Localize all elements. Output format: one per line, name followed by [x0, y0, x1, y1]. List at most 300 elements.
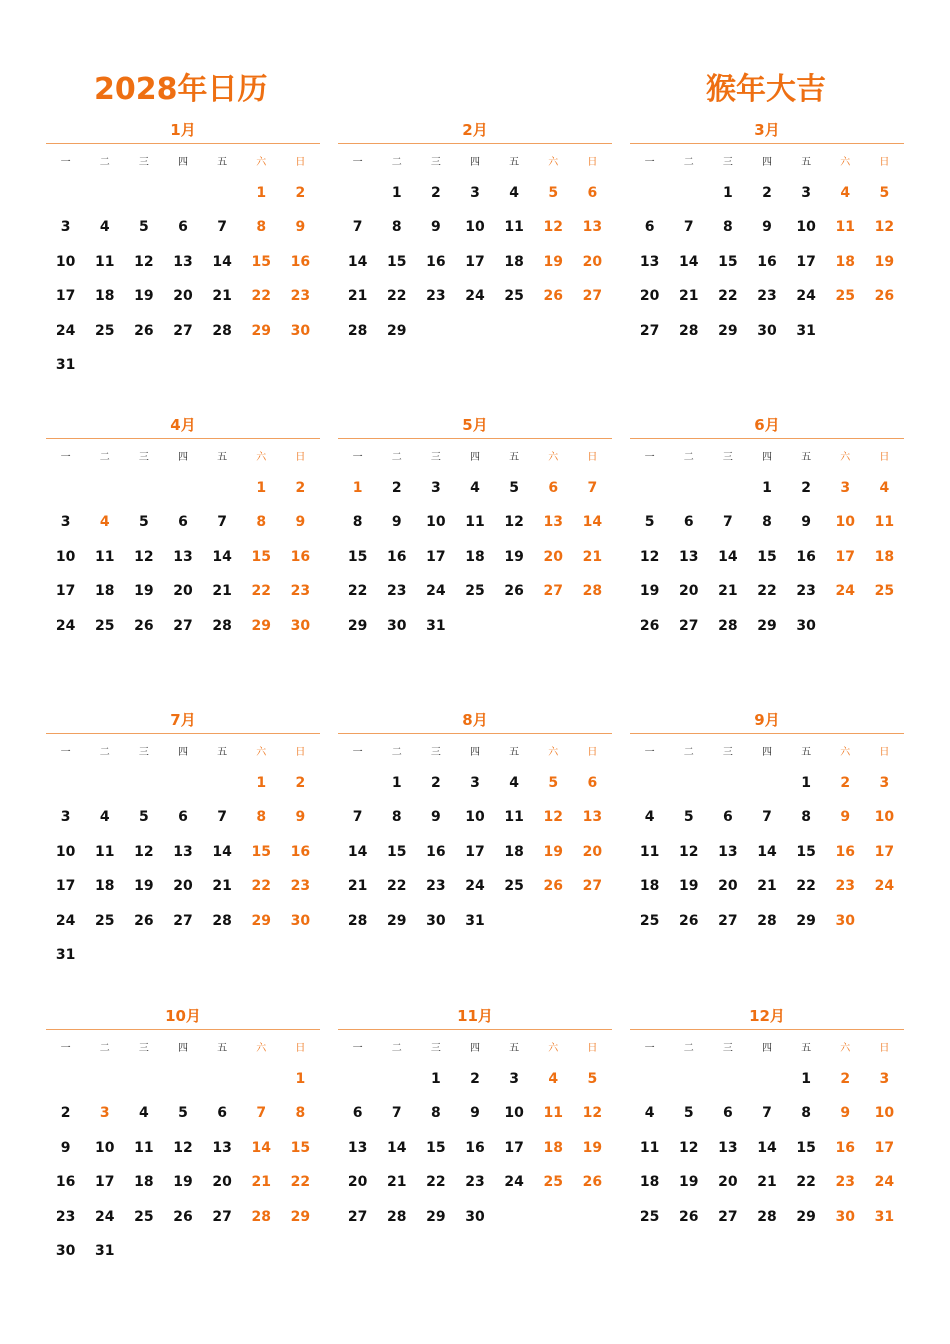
day-cell: 5 [509, 480, 519, 496]
day-cell: 16 [426, 253, 446, 270]
day-cell: 10 [465, 219, 485, 236]
day-cell: 8 [352, 514, 363, 531]
day-cell: 3 [470, 775, 480, 791]
day-cell: 19 [134, 288, 154, 305]
day-cell: 4 [470, 480, 480, 496]
day-cell: 18 [94, 878, 115, 895]
day-cell: 30 [426, 912, 446, 929]
day-cell: 20 [582, 253, 603, 270]
weekday-label: 五 [217, 156, 228, 168]
day-cell: 18 [874, 548, 895, 565]
day-cell: 11 [639, 1139, 660, 1156]
day-cell: 1 [295, 1071, 306, 1087]
day-cell: 23 [835, 1174, 856, 1191]
day-cell: 26 [543, 878, 564, 895]
weekday-label: 日 [587, 746, 598, 758]
day-cell: 24 [874, 1174, 895, 1191]
day-cell: 27 [212, 1208, 232, 1225]
weekday-label: 二 [391, 156, 402, 168]
day-cell: 15 [757, 548, 777, 565]
day-cell: 25 [835, 288, 856, 305]
day-cell: 12 [504, 514, 524, 531]
day-cell: 21 [678, 288, 699, 305]
day-cell: 5 [548, 775, 559, 791]
day-cell: 25 [94, 322, 115, 339]
month-block [630, 412, 904, 643]
day-cell: 1 [801, 1071, 811, 1087]
weekday-label: 四 [177, 156, 188, 168]
day-cell: 3 [430, 480, 441, 496]
day-cell: 16 [290, 548, 311, 565]
day-cell: 11 [94, 548, 115, 565]
day-cell: 29 [718, 322, 738, 339]
month-block [630, 1003, 904, 1234]
day-cell: 25 [639, 1208, 660, 1225]
day-cell: 29 [251, 322, 272, 339]
month-name: 3月 [754, 121, 780, 139]
weekday-label: 六 [548, 1042, 559, 1054]
day-cell: 31 [874, 1208, 895, 1225]
day-cell: 8 [256, 809, 267, 826]
weekday-label: 五 [509, 746, 520, 758]
day-cell: 14 [718, 548, 738, 565]
day-cell: 20 [582, 843, 603, 860]
day-cell: 22 [796, 878, 816, 895]
weekday-label: 五 [217, 1042, 228, 1054]
day-cell: 5 [178, 1105, 188, 1122]
day-cell: 26 [134, 617, 154, 634]
day-cell: 9 [430, 809, 441, 826]
day-cell: 25 [94, 912, 115, 929]
weekday-label: 一 [644, 451, 655, 463]
day-cell: 8 [391, 809, 402, 826]
day-cell: 18 [94, 288, 115, 305]
weekday-label: 六 [256, 1042, 267, 1054]
day-cell: 13 [639, 253, 660, 270]
day-cell: 7 [722, 514, 733, 531]
day-cell: 20 [173, 878, 193, 895]
day-cell: 3 [879, 775, 890, 791]
day-cell: 7 [587, 480, 598, 496]
day-cell: 8 [722, 219, 733, 236]
day-cell: 14 [678, 253, 699, 270]
weekday-label: 一 [60, 451, 71, 463]
day-cell: 13 [173, 548, 193, 565]
day-cell: 10 [465, 809, 485, 826]
day-cell: 2 [60, 1105, 71, 1122]
day-cell: 2 [430, 775, 441, 791]
day-cell: 29 [347, 617, 368, 634]
day-cell: 22 [290, 1174, 311, 1191]
weekday-label: 日 [295, 1042, 306, 1054]
day-cell: 21 [757, 1174, 777, 1191]
day-cell: 21 [212, 288, 232, 305]
days-grid [630, 766, 904, 938]
day-cell: 14 [212, 843, 232, 860]
day-cell: 30 [796, 617, 816, 634]
day-cell: 1 [722, 185, 733, 201]
weekday-label: 四 [761, 451, 772, 463]
day-cell: 4 [509, 185, 519, 201]
day-cell: 12 [543, 809, 564, 826]
day-cell: 15 [386, 253, 407, 270]
day-cell: 10 [55, 253, 76, 270]
weekday-label: 四 [469, 451, 480, 463]
day-cell: 27 [543, 583, 564, 600]
day-cell: 2 [295, 185, 306, 201]
day-cell: 20 [173, 583, 193, 600]
day-cell: 16 [55, 1174, 76, 1191]
day-cell: 6 [352, 1105, 363, 1122]
day-cell: 22 [386, 878, 407, 895]
day-cell: 4 [644, 1105, 655, 1122]
day-cell: 20 [718, 878, 738, 895]
day-cell: 26 [874, 288, 895, 305]
day-cell: 21 [212, 583, 232, 600]
day-cell: 9 [295, 809, 306, 826]
day-cell: 6 [722, 1105, 733, 1122]
day-cell: 12 [134, 843, 154, 860]
day-cell: 13 [347, 1139, 368, 1156]
day-cell: 24 [874, 878, 895, 895]
day-cell: 31 [55, 356, 76, 373]
day-cell: 30 [290, 912, 311, 929]
day-cell: 19 [134, 878, 154, 895]
day-cell: 26 [582, 1174, 603, 1191]
day-cell: 16 [796, 548, 816, 565]
day-cell: 28 [212, 912, 232, 929]
month-block [338, 1003, 612, 1234]
day-cell: 27 [173, 617, 193, 634]
day-cell: 1 [762, 480, 772, 496]
day-cell: 19 [134, 583, 154, 600]
day-cell: 23 [426, 878, 446, 895]
month-name: 8月 [462, 711, 488, 729]
day-cell: 25 [874, 583, 895, 600]
day-cell: 17 [465, 253, 485, 270]
day-cell: 20 [639, 288, 660, 305]
day-cell: 10 [874, 809, 895, 826]
weekday-label: 日 [879, 451, 890, 463]
day-cell: 20 [347, 1174, 368, 1191]
weekday-header [630, 1030, 904, 1062]
weekday-label: 一 [644, 1042, 655, 1054]
day-cell: 3 [840, 480, 851, 496]
weekday-label: 三 [138, 156, 149, 168]
day-cell: 22 [386, 288, 407, 305]
day-cell: 9 [470, 1105, 480, 1122]
day-cell: 22 [718, 288, 738, 305]
weekday-label: 一 [352, 156, 363, 168]
weekday-label: 三 [722, 451, 733, 463]
day-cell: 12 [874, 219, 895, 236]
day-cell: 16 [386, 548, 407, 565]
weekday-label: 四 [177, 746, 188, 758]
day-cell: 17 [55, 878, 76, 895]
month-block [338, 117, 612, 348]
weekday-label: 一 [644, 746, 655, 758]
days-grid [46, 471, 320, 643]
day-cell: 6 [548, 480, 559, 496]
day-cell: 12 [678, 843, 699, 860]
day-cell: 4 [99, 809, 110, 826]
day-cell: 12 [639, 548, 660, 565]
day-cell: 16 [835, 843, 856, 860]
weekday-label: 日 [295, 156, 306, 168]
day-cell: 9 [840, 809, 851, 826]
day-cell: 5 [587, 1071, 598, 1087]
day-cell: 1 [352, 480, 363, 496]
day-cell: 14 [386, 1139, 407, 1156]
month-block [46, 412, 320, 643]
day-cell: 11 [94, 253, 115, 270]
weekday-label: 六 [840, 156, 851, 168]
days-grid [338, 471, 612, 643]
day-cell: 26 [134, 322, 154, 339]
day-cell: 12 [134, 548, 154, 565]
days-grid [46, 1062, 320, 1268]
day-cell: 18 [465, 548, 485, 565]
day-cell: 1 [256, 185, 267, 201]
day-cell: 2 [430, 185, 441, 201]
day-cell: 23 [386, 583, 407, 600]
day-cell: 24 [426, 583, 446, 600]
day-cell: 17 [874, 1139, 895, 1156]
day-cell: 26 [173, 1208, 193, 1225]
weekday-label: 一 [60, 156, 71, 168]
day-cell: 19 [639, 583, 660, 600]
calendar-slogan: 猴年大吉 [706, 72, 826, 107]
day-cell: 5 [548, 185, 559, 201]
day-cell: 14 [347, 253, 368, 270]
day-cell: 29 [796, 912, 816, 929]
day-cell: 16 [290, 843, 311, 860]
day-cell: 23 [290, 288, 311, 305]
day-cell: 20 [718, 1174, 738, 1191]
day-cell: 19 [504, 548, 524, 565]
day-cell: 3 [801, 185, 811, 201]
days-grid [46, 766, 320, 972]
day-cell: 7 [391, 1105, 402, 1122]
day-cell: 22 [347, 583, 368, 600]
day-cell: 19 [543, 843, 564, 860]
day-cell: 7 [217, 514, 227, 531]
day-cell: 29 [426, 1208, 446, 1225]
day-cell: 8 [391, 219, 402, 236]
day-cell: 4 [644, 809, 655, 826]
day-cell: 18 [504, 843, 524, 860]
day-cell: 5 [138, 809, 149, 826]
day-cell: 8 [295, 1105, 306, 1122]
day-cell: 27 [678, 617, 699, 634]
day-cell: 19 [582, 1139, 603, 1156]
day-cell: 6 [683, 514, 694, 531]
day-cell: 17 [504, 1139, 524, 1156]
day-cell: 24 [504, 1174, 524, 1191]
day-cell: 9 [840, 1105, 851, 1122]
weekday-label: 五 [217, 451, 228, 463]
day-cell: 24 [796, 288, 816, 305]
day-cell: 11 [835, 219, 856, 236]
day-cell: 3 [60, 514, 71, 531]
day-cell: 6 [178, 219, 188, 236]
weekday-label: 三 [138, 451, 149, 463]
day-cell: 21 [386, 1174, 407, 1191]
weekday-label: 六 [840, 1042, 851, 1054]
weekday-label: 四 [469, 156, 480, 168]
day-cell: 13 [582, 219, 603, 236]
weekday-header [630, 144, 904, 176]
day-cell: 14 [251, 1139, 272, 1156]
day-cell: 3 [470, 185, 480, 201]
weekday-label: 日 [879, 1042, 890, 1054]
month-name: 4月 [170, 416, 196, 434]
day-cell: 28 [386, 1208, 407, 1225]
weekday-label: 六 [256, 156, 267, 168]
weekday-label: 二 [391, 451, 402, 463]
day-cell: 10 [426, 514, 446, 531]
day-cell: 15 [796, 843, 816, 860]
day-cell: 19 [874, 253, 895, 270]
day-cell: 29 [796, 1208, 816, 1225]
day-cell: 18 [639, 1174, 660, 1191]
day-cell: 12 [543, 219, 564, 236]
weekday-label: 四 [469, 746, 480, 758]
day-cell: 10 [55, 843, 76, 860]
day-cell: 24 [835, 583, 856, 600]
day-cell: 28 [718, 617, 738, 634]
weekday-label: 六 [548, 156, 559, 168]
day-cell: 8 [256, 219, 267, 236]
day-cell: 28 [678, 322, 699, 339]
day-cell: 24 [55, 912, 76, 929]
day-cell: 6 [178, 514, 188, 531]
day-cell: 23 [835, 878, 856, 895]
day-cell: 26 [678, 912, 699, 929]
day-cell: 5 [138, 219, 149, 236]
day-cell: 2 [295, 775, 306, 791]
day-cell: 23 [796, 583, 816, 600]
day-cell: 25 [504, 878, 524, 895]
day-cell: 8 [801, 1105, 811, 1122]
weekday-label: 三 [722, 156, 733, 168]
weekday-header [46, 439, 320, 471]
weekday-label: 二 [683, 156, 694, 168]
day-cell: 21 [251, 1174, 272, 1191]
day-cell: 13 [543, 514, 564, 531]
day-cell: 18 [134, 1174, 154, 1191]
days-grid [630, 176, 904, 348]
weekday-label: 二 [683, 451, 694, 463]
day-cell: 6 [722, 809, 733, 826]
month-name: 11月 [457, 1007, 493, 1025]
day-cell: 15 [251, 843, 272, 860]
month-name: 12月 [749, 1007, 785, 1025]
day-cell: 13 [718, 1139, 738, 1156]
day-cell: 4 [840, 185, 851, 201]
day-cell: 9 [295, 219, 306, 236]
day-cell: 21 [757, 878, 777, 895]
day-cell: 4 [138, 1105, 149, 1122]
day-cell: 28 [212, 617, 232, 634]
weekday-label: 日 [587, 1042, 598, 1054]
day-cell: 20 [212, 1174, 232, 1191]
weekday-label: 二 [99, 1042, 110, 1054]
day-cell: 5 [644, 514, 655, 531]
day-cell: 28 [347, 912, 368, 929]
day-cell: 23 [290, 878, 311, 895]
day-cell: 27 [582, 288, 603, 305]
weekday-label: 一 [352, 451, 363, 463]
day-cell: 10 [94, 1139, 115, 1156]
day-cell: 10 [55, 548, 76, 565]
day-cell: 9 [801, 514, 811, 531]
day-cell: 20 [173, 288, 193, 305]
day-cell: 13 [212, 1139, 232, 1156]
month-name: 10月 [165, 1007, 201, 1025]
day-cell: 17 [465, 843, 485, 860]
month-block [338, 707, 612, 938]
day-cell: 6 [217, 1105, 227, 1122]
month-name: 6月 [754, 416, 780, 434]
weekday-label: 三 [430, 1042, 441, 1054]
day-cell: 22 [251, 288, 272, 305]
day-cell: 6 [587, 775, 598, 791]
day-cell: 27 [639, 322, 660, 339]
weekday-label: 五 [217, 746, 228, 758]
day-cell: 21 [347, 288, 368, 305]
day-cell: 10 [874, 1105, 895, 1122]
day-cell: 22 [426, 1174, 446, 1191]
day-cell: 18 [639, 878, 660, 895]
day-cell: 5 [138, 514, 149, 531]
day-cell: 11 [543, 1105, 564, 1122]
day-cell: 14 [757, 843, 777, 860]
day-cell: 23 [426, 288, 446, 305]
day-cell: 2 [840, 775, 851, 791]
day-cell: 24 [55, 322, 76, 339]
day-cell: 4 [509, 775, 519, 791]
day-cell: 1 [430, 1071, 441, 1087]
weekday-label: 一 [60, 746, 71, 758]
day-cell: 15 [386, 843, 407, 860]
day-cell: 23 [290, 583, 311, 600]
day-cell: 31 [465, 912, 485, 929]
day-cell: 16 [465, 1139, 485, 1156]
weekday-header [46, 1030, 320, 1062]
weekday-label: 三 [430, 156, 441, 168]
weekday-label: 四 [469, 1042, 480, 1054]
month-name: 9月 [754, 711, 780, 729]
day-cell: 30 [835, 1208, 856, 1225]
weekday-label: 三 [138, 746, 149, 758]
month-name: 1月 [170, 121, 196, 139]
weekday-label: 三 [722, 746, 733, 758]
day-cell: 17 [874, 843, 895, 860]
day-cell: 26 [678, 1208, 699, 1225]
day-cell: 14 [212, 548, 232, 565]
calendar-title: 2028年日历 [94, 72, 268, 107]
day-cell: 21 [212, 878, 232, 895]
day-cell: 28 [251, 1208, 272, 1225]
day-cell: 11 [504, 219, 524, 236]
weekday-label: 三 [722, 1042, 733, 1054]
weekday-label: 五 [801, 451, 812, 463]
day-cell: 29 [251, 912, 272, 929]
day-cell: 27 [347, 1208, 368, 1225]
weekday-label: 六 [548, 451, 559, 463]
weekday-label: 五 [801, 746, 812, 758]
